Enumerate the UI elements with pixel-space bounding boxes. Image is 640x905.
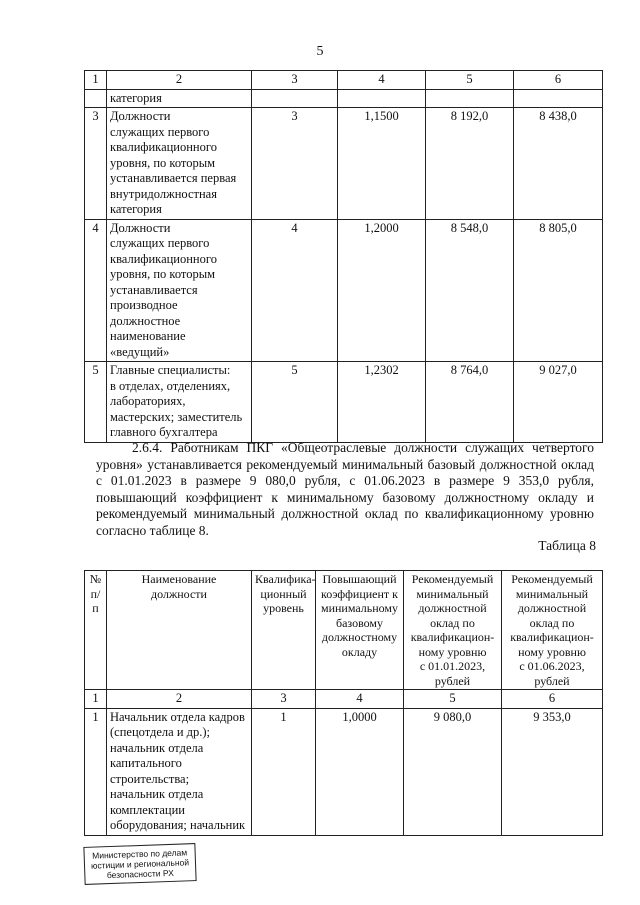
salary-from-2023-06-01: 8 438,0 [514,108,603,220]
page-number: 5 [316,44,324,59]
coefficient: 1,0000 [316,708,404,835]
col-num-1: 1 [85,71,107,90]
registration-stamp: Министерство по делам юстиции и региональной безопасности РХ [83,843,196,885]
paragraph-2-6-4: 2.6.4. Работникам ПКГ «Общеотраслевые должности служащих четвертого уровня» устанавливается рекомендуемый минимальный базовый должностной оклад с 01.01.2023 в размере 9 080,0 рубля, с 01.06.2023 в размере 9 353,0 рубля, повышающий коэффициент к минимальному базовому должностному окладу и рекомендуемый минимальный должностной оклад по квалификационному уровню согласно таблице 8. [96,440,594,538]
table-header-row [85,571,603,690]
col-num-5: 5 [426,71,514,90]
header-number: № п/п [85,571,107,690]
row-number: 1 [85,708,107,835]
row-number: 4 [85,219,107,362]
col-num-4: 4 [338,71,426,90]
col-num-4: 4 [316,690,404,709]
qualification-level: 5 [252,362,338,443]
table-row [85,708,603,835]
table-row [85,108,603,220]
col-num-2: 2 [107,71,252,90]
col-num-6: 6 [502,690,603,709]
table-8 [84,570,603,836]
salary-from-2023-01-01: 8 764,0 [426,362,514,443]
col-num-2: 2 [107,690,252,709]
salary-from-2023-06-01: 9 353,0 [502,708,603,835]
row-number: 3 [85,108,107,220]
table-row [85,89,603,108]
continuation-cell: категория [107,89,252,108]
qualification-level: 3 [252,108,338,220]
salary-from-2023-06-01: 9 027,0 [514,362,603,443]
table-row [85,362,603,443]
qualification-level: 1 [252,708,316,835]
salary-from-2023-06-01: 8 805,0 [514,219,603,362]
column-number-row [85,690,603,709]
column-number-row [85,71,603,90]
header-salary-from-2023-06-01: Рекомендуемый минимальный должностной оклад по квалификацион- ному уровню с 01.06.2023, рублей [502,571,603,690]
col-num-6: 6 [514,71,603,90]
table-caption: Таблица 8 [538,538,596,553]
col-num-5: 5 [404,690,502,709]
salary-from-2023-01-01: 8 548,0 [426,219,514,362]
salary-from-2023-01-01: 8 192,0 [426,108,514,220]
header-salary-from-2023-01-01: Рекомендуемый минимальный должностной оклад по квалификацион- ному уровню с 01.01.2023, рублей [404,571,502,690]
header-coefficient: Повышающий коэффициент к минимальному базовому должностному окладу [316,571,404,690]
position-name: Должности служащих первого квалификационного уровня, по которым устанавливается первая внутридолжностная категория [107,108,252,220]
salary-from-2023-01-01: 9 080,0 [404,708,502,835]
row-number: 5 [85,362,107,443]
table-row [85,219,603,362]
coefficient: 1,2302 [338,362,426,443]
col-num-1: 1 [85,690,107,709]
coefficient: 1,2000 [338,219,426,362]
qualification-level: 4 [252,219,338,362]
header-position-name: Наименование должности [107,571,252,690]
table-7-continuation [84,70,603,443]
position-name: Главные специалисты: в отделах, отделениях, лабораториях, мастерских; заместитель главного бухгалтера [107,362,252,443]
coefficient: 1,1500 [338,108,426,220]
position-name: Начальник отдела кадров (спецотдела и др.); начальник отдела капитального строительства; начальник отдела комплектации оборудования; начальник [107,708,252,835]
col-num-3: 3 [252,71,338,90]
col-num-3: 3 [252,690,316,709]
header-qualification-level: Квалифика- ционный уровень [252,571,316,690]
position-name: Должности служащих первого квалификационного уровня, по которым устанавливается производное должностное наименование «ведущий» [107,219,252,362]
